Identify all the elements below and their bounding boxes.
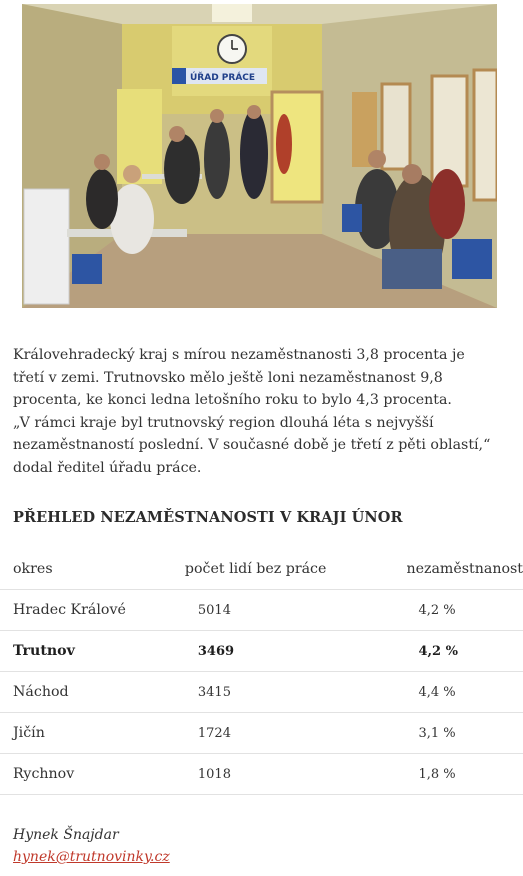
- cell-rate: 1,8 %: [380, 754, 523, 795]
- cell-district: Jičín: [0, 713, 185, 754]
- office-sign-text: ÚŘAD PRÁCE: [190, 73, 256, 83]
- cell-count: 5014: [185, 590, 381, 631]
- cell-district: Trutnov: [0, 631, 185, 672]
- article-line: procenta, ke konci ledna letošního roku to bylo 4,3 procenta.: [13, 392, 452, 409]
- cell-rate: 4,2 %: [380, 590, 523, 631]
- unemployment-table: [0, 549, 523, 795]
- cell-rate: 3,1 %: [380, 713, 523, 754]
- author-signature: [13, 824, 170, 868]
- table-title: PŘEHLED NEZAMĚSTNANOSTI V KRAJI ÚNOR: [13, 509, 403, 526]
- cell-count: 3415: [185, 672, 381, 713]
- article-line: nezaměstnaností poslední. V současné době je třetí z pěti oblastí,“: [13, 437, 491, 454]
- table-row: [0, 631, 523, 672]
- column-header-district: okres: [0, 549, 185, 590]
- column-header-count: počet lidí bez práce: [185, 549, 381, 590]
- table-row: [0, 754, 523, 795]
- office-scene-image: [22, 4, 497, 308]
- author-email-link[interactable]: hynek@trutnovinky.cz: [13, 849, 170, 865]
- article-body: [13, 344, 513, 480]
- article-line: třetí v zemi. Trutnovsko mělo ještě loni nezaměstnanost 9,8: [13, 369, 443, 386]
- cell-rate: 4,2 %: [380, 631, 523, 672]
- author-name: Hynek Šnajdar: [13, 827, 119, 843]
- column-header-rate: nezaměstnanost: [380, 549, 523, 590]
- cell-count: 1724: [185, 713, 381, 754]
- cell-count: 3469: [185, 631, 381, 672]
- cell-district: Rychnov: [0, 754, 185, 795]
- table-header-row: [0, 549, 523, 590]
- cell-district: Hradec Králové: [0, 590, 185, 631]
- table-row: [0, 590, 523, 631]
- cell-rate: 4,4 %: [380, 672, 523, 713]
- table-row: [0, 672, 523, 713]
- article-line: dodal ředitel úřadu práce.: [13, 459, 202, 476]
- article-line: „V rámci kraje byl trutnovský region dlouhá léta s nejvyšší: [13, 414, 434, 431]
- cell-district: Náchod: [0, 672, 185, 713]
- article-photo: [22, 4, 497, 308]
- table-row: [0, 713, 523, 754]
- cell-count: 1018: [185, 754, 381, 795]
- article-line: Královehradecký kraj s mírou nezaměstnanosti 3,8 procenta je: [13, 347, 465, 363]
